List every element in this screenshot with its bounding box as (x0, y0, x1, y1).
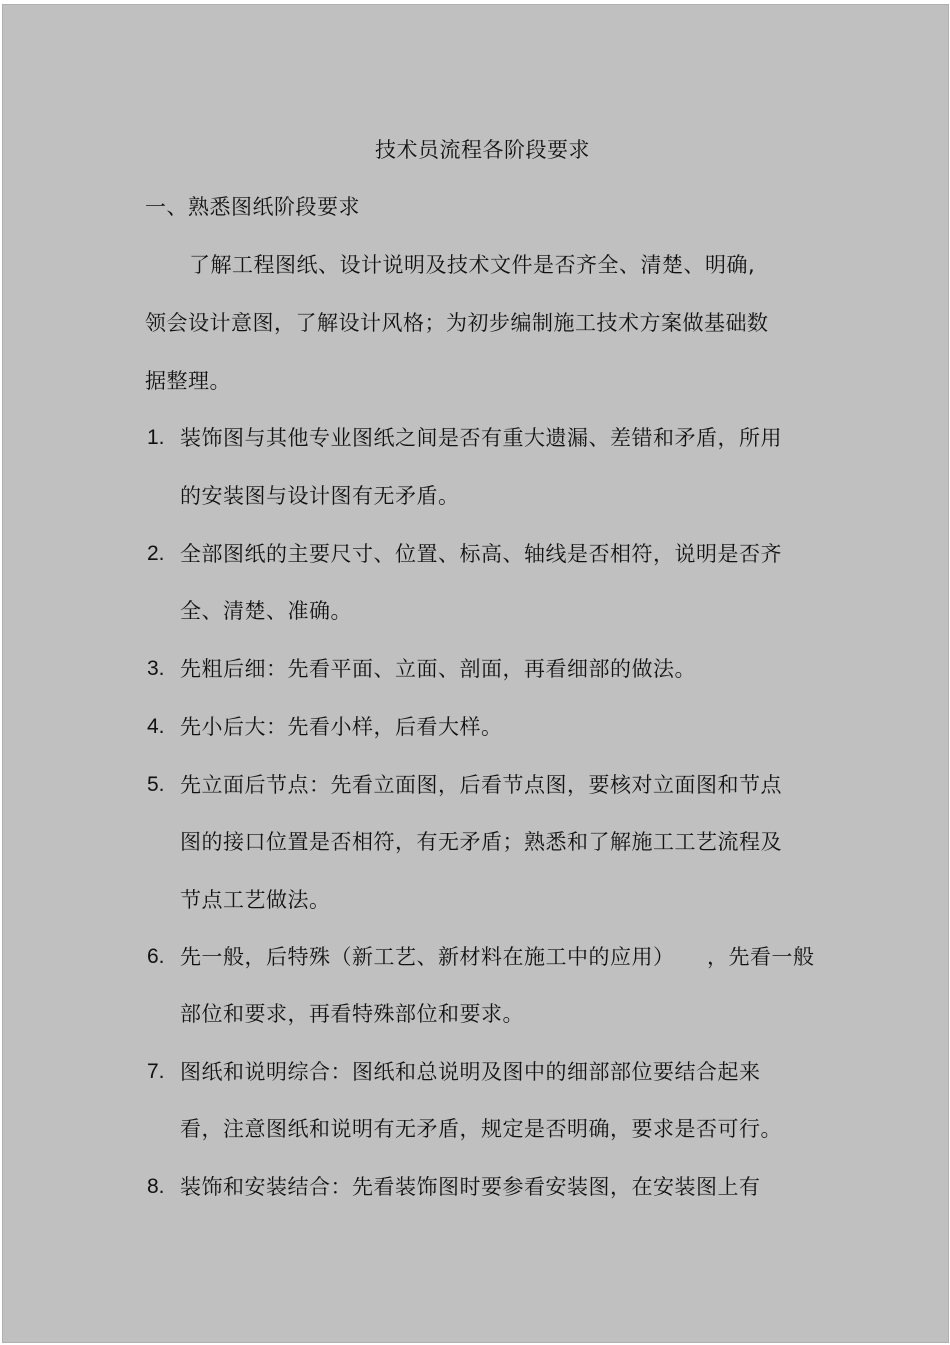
section-heading: 一、熟悉图纸阶段要求 (145, 195, 360, 219)
item-3-number: 3. (147, 657, 165, 680)
intro-line-2: 领会设计意图，了解设计风格；为初步编制施工技术方案做基础数 (145, 311, 769, 335)
item-3-line-1: 先粗后细：先看平面、立面、剖面，再看细部的做法。 (180, 657, 696, 681)
item-1-number: 1. (147, 426, 165, 449)
item-5-line-1: 先立面后节点：先看立面图，后看节点图，要核对立面图和节点 (180, 773, 782, 797)
item-7-number: 7. (147, 1060, 165, 1083)
item-6-number: 6. (147, 945, 165, 968)
item-4-line-1: 先小后大：先看小样，后看大样。 (180, 715, 503, 739)
item-2-number: 2. (147, 542, 165, 565)
document-title: 技术员流程各阶段要求 (375, 138, 590, 162)
item-1-line-1: 装饰图与其他专业图纸之间是否有重大遗漏、差错和矛盾，所用 (180, 426, 782, 450)
item-4-number: 4. (147, 715, 165, 738)
intro-line-3: 据整理。 (145, 369, 231, 393)
item-8-number: 8. (147, 1175, 165, 1198)
item-5-line-3: 节点工艺做法。 (180, 888, 331, 912)
item-5-number: 5. (147, 773, 165, 796)
item-1-line-2: 的安装图与设计图有无矛盾。 (180, 484, 460, 508)
item-7-line-1: 图纸和说明综合：图纸和总说明及图中的细部部位要结合起来 (180, 1060, 761, 1084)
item-5-line-2: 图的接口位置是否相符，有无矛盾；熟悉和了解施工工艺流程及 (180, 830, 782, 854)
item-6-line-1: 先一般，后特殊（新工艺、新材料在施工中的应用） ，先看一般 (180, 945, 815, 969)
item-8-line-1: 装饰和安装结合：先看装饰图时要参看安装图，在安装图上有 (180, 1175, 761, 1199)
item-2-line-2: 全、清楚、准确。 (180, 599, 352, 623)
document-page (2, 4, 949, 1343)
item-6-line-2: 部位和要求，再看特殊部位和要求。 (180, 1002, 524, 1026)
item-2-line-1: 全部图纸的主要尺寸、位置、标高、轴线是否相符，说明是否齐 (180, 542, 782, 566)
item-7-line-2: 看，注意图纸和说明有无矛盾，规定是否明确，要求是否可行。 (180, 1117, 782, 1141)
intro-line-1: 了解工程图纸、设计说明及技术文件是否齐全、清楚、明确, (189, 253, 756, 277)
